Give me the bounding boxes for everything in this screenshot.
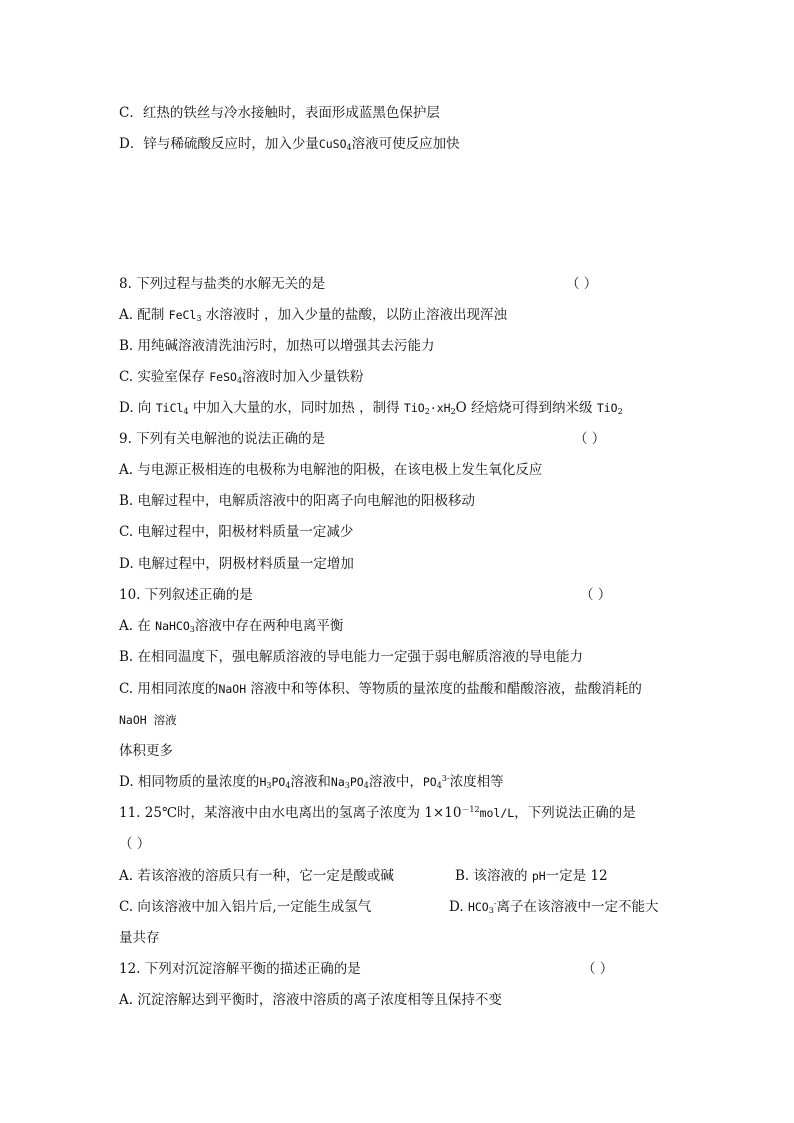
q7-option-d: D．锌与稀硫酸反应时，加入少量CuSO$_4$溶液可使反应加快: [119, 136, 460, 152]
q9-answer-paren: （ ）: [574, 431, 606, 447]
q10-option-b: B. 在相同温度下，强电解质溶液的导电能力一定强于弱电解质溶液的导电能力: [119, 649, 584, 665]
q11-option-c: C. 向该溶液中加入铝片后,一定能生成氢气: [119, 899, 372, 915]
q9-option-d: D. 电解过程中，阴极材料质量一定增加: [119, 556, 354, 572]
q8-option-d: D. 向 TiCl$_4$ 中加入大量的水，同时加热 ，制得 $TiO_2\cdot xH_2O$ 经焙烧可得到纳米级 TiO$_2$: [119, 400, 623, 416]
q10-option-c-line2: NaOH 溶液: [119, 713, 177, 727]
q8-option-b: B. 用纯碱溶液清洗油污时，加热可以增强其去污能力: [119, 338, 435, 354]
q7-option-c: C．红热的铁丝与冷水接触时，表面形成蓝黑色保护层: [119, 105, 440, 121]
q11-option-b: B. 该溶液的 pH一定是 12: [455, 868, 608, 884]
q11-option-d: D. $HCO_3^-$离子在该溶液中一定不能大: [449, 899, 659, 915]
q11-answer-paren: （ ）: [119, 836, 151, 852]
q10-option-c: C. 用相同浓度的NaOH 溶液中和等体积、等物质的量浓度的盐酸和醋酸溶液，盐酸消耗的: [119, 681, 642, 697]
q8-answer-paren: （ ）: [566, 276, 598, 292]
q11-option-a: A. 若该溶液的溶质只有一种，它一定是酸或碱: [119, 868, 394, 884]
q10-option-d: D. 相同物质的量浓度的$H_3PO_4$溶液和$Na_3PO_4$溶液中，$PO_4^{3-}$浓度相等: [119, 774, 504, 790]
q10-option-a: A. 在 NaHCO$_3$溶液中存在两种电离平衡: [119, 618, 344, 634]
q10-stem: 10. 下列叙述正确的是: [119, 587, 253, 603]
q12-option-a: A. 沉淀溶解达到平衡时，溶液中溶质的离子浓度相等且保持不变: [119, 992, 502, 1008]
q10-answer-paren: （ ）: [580, 587, 612, 603]
q11-option-d-line2: 量共存: [119, 930, 160, 946]
q8-option-c: C. 实验室保存 FeSO$_4$溶液时加入少量铁粉: [119, 369, 364, 385]
q9-option-a: A. 与电源正极相连的电极称为电解池的阳极，在该电极上发生氧化反应: [119, 462, 543, 478]
q12-answer-paren: （ ）: [582, 961, 614, 977]
q9-stem: 9. 下列有关电解池的说法正确的是: [119, 431, 326, 447]
q8-stem: 8. 下列过程与盐类的水解无关的是: [119, 276, 326, 292]
q10-option-c-line3: 体积更多: [119, 743, 173, 759]
q9-option-c: C. 电解过程中，阳极材料质量一定减少: [119, 524, 354, 540]
q8-option-a: A. 配制 FeCl$_3$ 水溶液时 ，加入少量的盐酸，以防止溶液出现浑浊: [119, 307, 508, 323]
q12-stem: 12. 下列对沉淀溶解平衡的描述正确的是: [119, 961, 361, 977]
q11-stem: 11. 25℃时，某溶液中由水电离出的氢离子浓度为 $1\times 10^{-12}mol/L$，下列说法正确的是: [119, 805, 636, 821]
q9-option-b: B. 电解过程中，电解质溶液中的阳离子向电解池的阳极移动: [119, 493, 476, 509]
